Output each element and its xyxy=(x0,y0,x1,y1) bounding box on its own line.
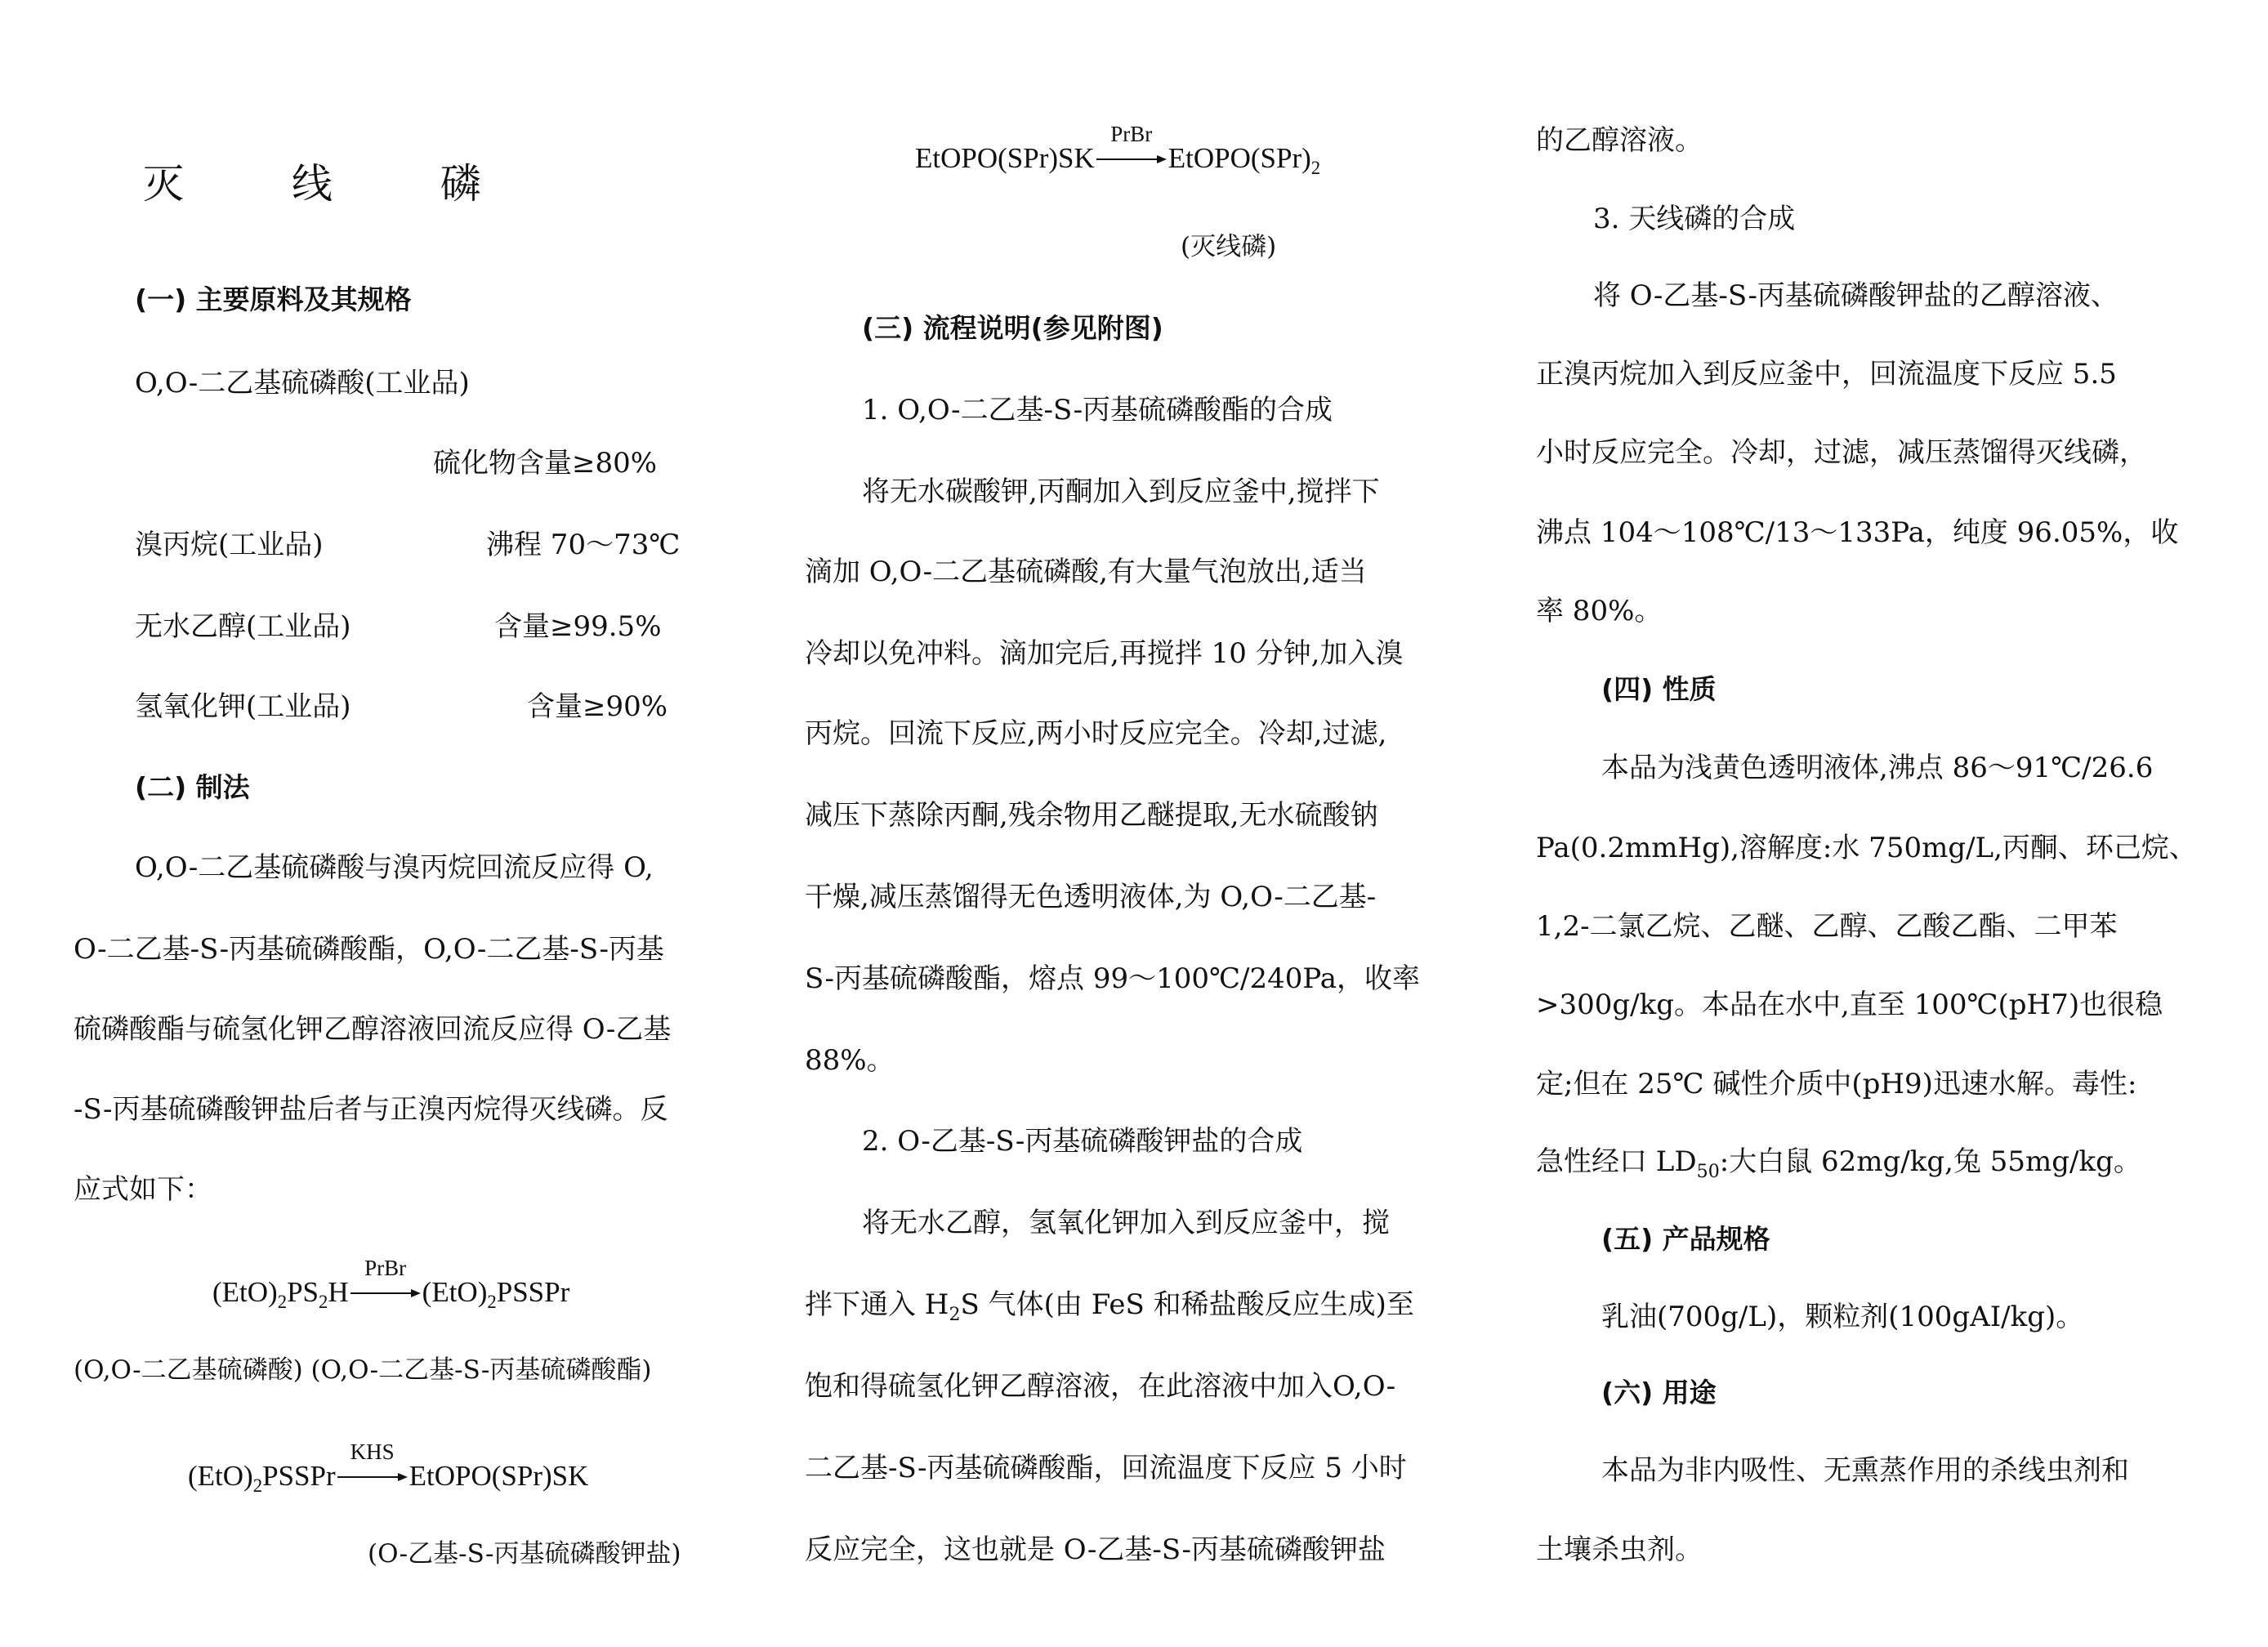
reaction-arrow-icon: KHS xyxy=(337,1464,408,1489)
paragraph-line: 土壤杀虫剂。 xyxy=(1536,1533,1703,1566)
paragraph-line: 88%。 xyxy=(805,1044,895,1077)
paragraph-line: 将无水乙醇，氢氧化钾加入到反应釜中，搅 xyxy=(862,1207,1390,1239)
equation-caption: (O-乙基-S-丙基硫磷酸钾盐) xyxy=(368,1539,681,1569)
paragraph-line: 丙烷。回流下反应,两小时反应完全。冷却,过滤, xyxy=(805,717,1387,750)
paragraph-line: 沸点 104～108℃/13～133Pa，纯度 96.05%，收 xyxy=(1536,516,2179,549)
reaction-equation-1: $(EtO)_2PS_2H$ PrBr $(EtO)_2PSSPr$ xyxy=(212,1256,570,1312)
paragraph-line: 硫磷酸酯与硫氢化钾乙醇溶液回流反应得 O-乙基 xyxy=(74,1013,672,1046)
paragraph-line: 1,2-二氯乙烷、乙醚、乙醇、乙酸乙酯、二甲苯 xyxy=(1536,910,2118,943)
reaction-equation-2: $(EtO)_2PSSPr$ KHS EtOPO(SPr)SK xyxy=(188,1439,589,1496)
paragraph-line: 正溴丙烷加入到反应釜中，回流温度下反应 5.5 xyxy=(1536,358,2117,391)
material-name: 溴丙烷(工业品) xyxy=(135,529,324,561)
material-spec: 含量≥99.5% xyxy=(494,610,662,643)
paragraph-line: Pa(0.2mmHg),溶解度:水 750mg/L,丙酮、环己烷、 xyxy=(1536,832,2197,864)
paragraph-line: 将 O-乙基-S-丙基硫磷酸钾盐的乙醇溶液、 xyxy=(1593,279,2118,312)
paragraph-line: S-丙基硫磷酸酯，熔点 99～100℃/240Pa，收率 xyxy=(805,962,1420,995)
paragraph-line: 急性经口 $LD_{50}$:大白鼠 62mg/kg,兔 55mg/kg。 xyxy=(1536,1145,2141,1182)
equation-caption: (O,O-二乙基硫磷酸) (O,O-二乙基-S-丙基硫磷酸酯) xyxy=(74,1355,652,1385)
paragraph-line: -S-丙基硫磷酸钾盐后者与正溴丙烷得灭线磷。反 xyxy=(74,1093,668,1126)
subsection-heading: 3. 天线磷的合成 xyxy=(1593,203,1796,235)
reaction-arrow-icon: PrBr xyxy=(350,1280,421,1305)
paragraph-line: >300g/kg。本品在水中,直至 100℃(pH7)也很稳 xyxy=(1536,989,2163,1021)
section-heading-method: (二) 制法 xyxy=(135,771,250,803)
subsection-heading: 1. O,O-二乙基-S-丙基硫磷酸酯的合成 xyxy=(862,394,1333,426)
paragraph-line: 小时反应完全。冷却，过滤，减压蒸馏得灭线磷， xyxy=(1536,436,2147,469)
section-heading-specs: (五) 产品规格 xyxy=(1601,1223,1770,1255)
paragraph-line: 二乙基-S-丙基硫磷酸酯，回流温度下反应 5 小时 xyxy=(805,1452,1407,1484)
material-spec: 含量≥90% xyxy=(527,690,668,723)
paragraph-line: 拌下通入 $H_2S$ 气体(由 FeS 和稀盐酸反应生成)至 xyxy=(805,1288,1414,1325)
section-heading-uses: (六) 用途 xyxy=(1601,1377,1717,1408)
paragraph-line: 乳油(700g/L)，颗粒剂(100gAI/kg)。 xyxy=(1601,1301,2084,1333)
equation-caption: (灭线磷) xyxy=(1181,232,1277,261)
paragraph-line: 减压下蒸除丙酮,残余物用乙醚提取,无水硫酸钠 xyxy=(805,799,1378,832)
paragraph-line: 本品为浅黄色透明液体,沸点 86～91℃/26.6 xyxy=(1601,752,2154,784)
section-heading-materials: (一) 主要原料及其规格 xyxy=(135,283,412,315)
material-spec: 沸程 70～73℃ xyxy=(486,529,681,561)
paragraph-line: 滴加 O,O-二乙基硫磷酸,有大量气泡放出,适当 xyxy=(805,556,1367,588)
material-name: 氢氧化钾(工业品) xyxy=(135,690,351,723)
paragraph-line: 干燥,减压蒸馏得无色透明液体,为 O,O-二乙基- xyxy=(805,881,1377,913)
subsection-heading: 2. O-乙基-S-丙基硫磷酸钾盐的合成 xyxy=(862,1125,1303,1158)
paragraph-line: 定;但在 25℃ 碱性介质中(pH9)迅速水解。毒性: xyxy=(1536,1068,2137,1100)
paragraph-line: O-二乙基-S-丙基硫磷酸酯，O,O-二乙基-S-丙基 xyxy=(74,933,664,966)
page-title: 灭 线 磷 xyxy=(143,160,529,208)
reaction-arrow-icon: PrBr xyxy=(1096,146,1167,171)
paragraph-line: 本品为非内吸性、无熏蒸作用的杀线虫剂和 xyxy=(1601,1454,2129,1487)
material-spec: 硫化物含量≥80% xyxy=(433,447,658,480)
reaction-equation-3: EtOPO(SPr)SK PrBr $EtOPO(SPr)_2$ xyxy=(915,122,1321,178)
paragraph-line: 应式如下： xyxy=(74,1173,212,1206)
paragraph-line: 的乙醇溶液。 xyxy=(1536,124,1703,157)
material-name: 无水乙醇(工业品) xyxy=(135,610,351,643)
section-heading-process: (三) 流程说明(参见附图) xyxy=(862,312,1163,344)
paragraph-line: 冷却以免冲料。滴加完后,再搅拌 10 分钟,加入溴 xyxy=(805,637,1404,670)
section-heading-properties: (四) 性质 xyxy=(1601,673,1717,705)
paragraph-line: 率 80%。 xyxy=(1536,595,1663,627)
paragraph-line: 饱和得硫氢化钾乙醇溶液，在此溶液中加入O,O- xyxy=(805,1370,1396,1403)
material-name: O,O-二乙基硫磷酸(工业品) xyxy=(135,367,470,399)
paragraph-line: O,O-二乙基硫磷酸与溴丙烷回流反应得 O, xyxy=(135,851,654,884)
paragraph-line: 将无水碳酸钾,丙酮加入到反应釜中,搅拌下 xyxy=(862,475,1380,508)
paragraph-line: 反应完全，这也就是 O-乙基-S-丙基硫磷酸钾盐 xyxy=(805,1533,1386,1566)
